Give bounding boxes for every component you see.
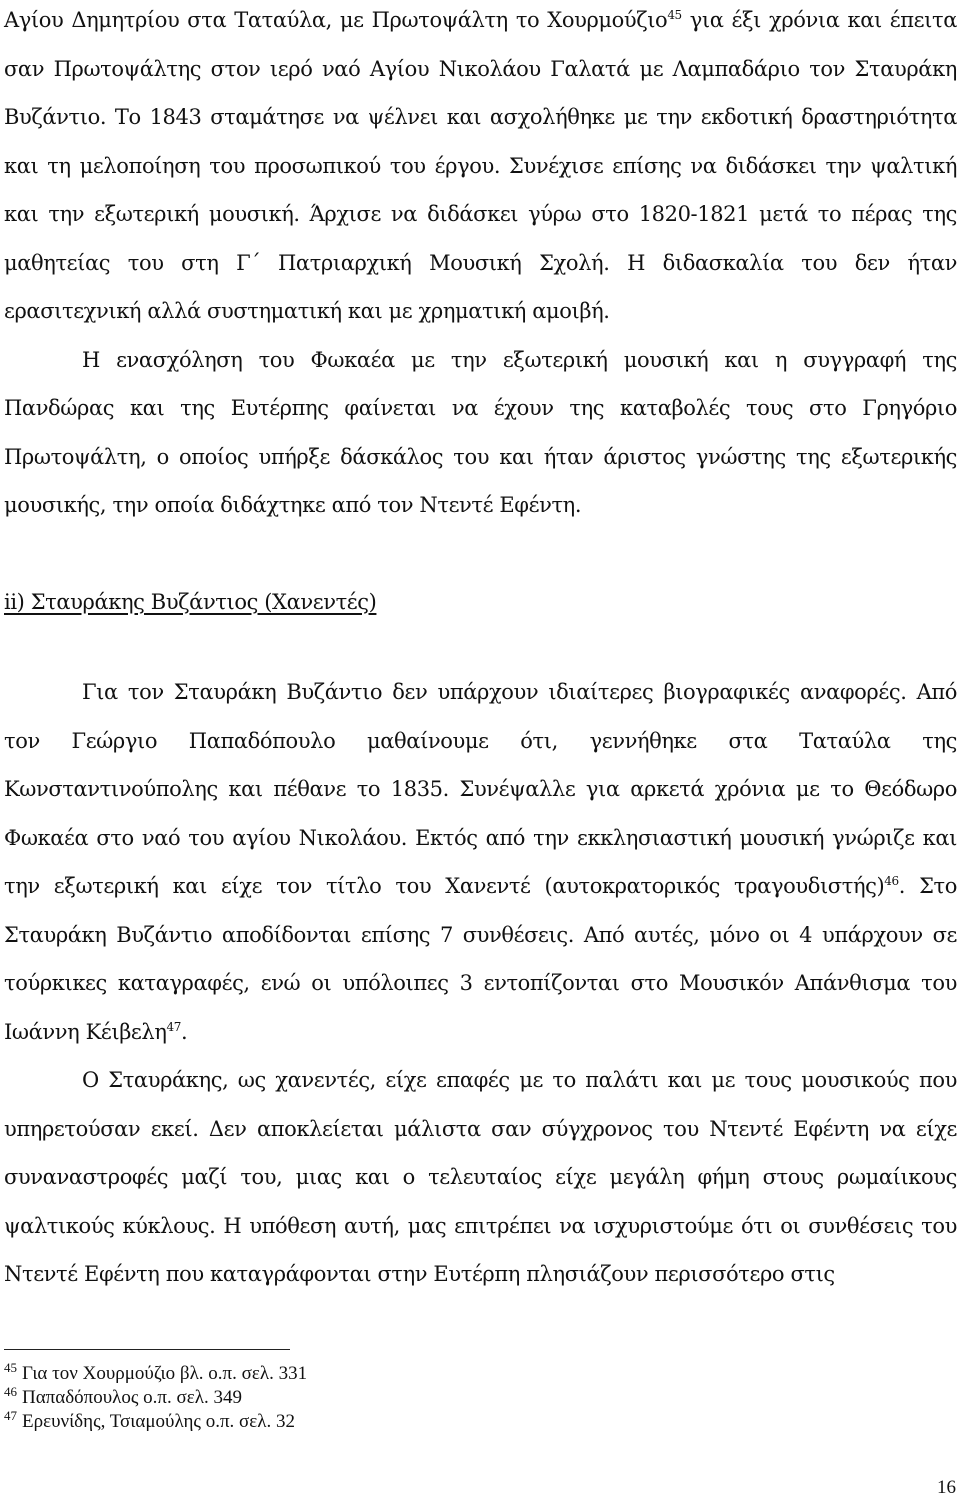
paragraph-3-text-c: . bbox=[181, 1019, 188, 1044]
footnote-47 bbox=[4, 1410, 307, 1434]
footnote-ref-46[interactable]: 46 bbox=[884, 874, 899, 888]
footnote-ref-47[interactable]: 47 bbox=[166, 1019, 181, 1034]
document-body bbox=[4, 0, 957, 1299]
footnote-text: Παπαδόπουλος ο.π. σελ. 349 bbox=[22, 1387, 242, 1408]
paragraph-1-text-a: Αγίου Δημητρίου στα Ταταύλα, με Πρωτοψάλτη το Χουρμούζιο bbox=[4, 8, 668, 32]
footnote-ref-45[interactable]: 45 bbox=[667, 8, 682, 22]
footnotes bbox=[4, 1362, 307, 1434]
paragraph-3-text-a: Για τον Σταυράκη Βυζάντιο δεν υπάρχουν ιδιαίτερες βιογραφικές αναφορές. Από τον Γεώργιο Παπαδόπουλο μαθαίνουμε ότι, γεννήθηκε στα Ταταύλα της Κωνσταντινούπολης και πέθανε το 1835. Συνέψαλλε για αρκετά χρόνια με το Θεόδωρο Φωκαέα στο ναό του αγίου Νικολάου. Εκτός από την εκκλησιαστική μουσική γνώριζε και την εξωτερική και είχε τον τίτλο του Χανεντέ (αυτοκρατορικός τραγουδιστής) bbox=[4, 680, 957, 898]
paragraph-1 bbox=[4, 0, 957, 336]
footnote-text: Ερευνίδης, Τσιαμούλης ο.π. σελ. 32 bbox=[22, 1411, 295, 1432]
footnote-number: 45 bbox=[4, 1360, 17, 1375]
paragraph-3-text-b: . Στο Σταυράκη Βυζάντιο αποδίδονται επίσης 7 συνθέσεις. Από αυτές, μόνο οι 4 υπάρχουν σε τούρκικες καταγραφές, ενώ οι υπόλοιπες 3 εντοπίζονται στο Μουσικόν Απάνθισμα του Ιωάννη Κέιβελη bbox=[4, 874, 957, 1044]
footnote-number: 46 bbox=[4, 1384, 17, 1399]
paragraph-1-text-b: για έξι χρόνια και έπειτα σαν Πρωτοψάλτης στον ιερό ναό Αγίου Νικολάου Γαλατά με Λαμπαδάριο τον Σταυράκη Βυζάντιο. Το 1843 σταμάτησε να ψέλνει και ασχολήθηκε με την εκδοτική δραστηριότητα και τη μελοποίηση του προσωπικού του έργου. Συνέχισε επίσης να διδάσκει την ψαλτική και την εξωτερική μουσική. Άρχισε να διδάσκει γύρω στο 1820-1821 μετά το πέρας της μαθητείας του στη Γ΄ Πατριαρχική Μουσική Σχολή. Η διδασκαλία του δεν ήταν ερασιτεχνική αλλά συστηματική και με χρηματική αμοιβή. bbox=[4, 8, 957, 323]
section-heading: ii) Σταυράκης Βυζάντιος (Χανεντές) bbox=[4, 589, 377, 614]
footnote-45 bbox=[4, 1362, 307, 1386]
paragraph-4: Ο Σταυράκης, ως χανεντές, είχε επαφές με το παλάτι και με τους μουσικούς που υπηρετούσαν εκεί. Δεν αποκλείεται μάλιστα σαν σύγχρονος του Ντεντέ Εφέντη να είχε συναναστροφές μαζί του, μιας και ο τελευταίος είχε μεγάλη φήμη στους ρωμαίικους ψαλτικούς κύκλους. Η υπόθεση αυτή, μας επιτρέπει να ισχυριστούμε ότι οι συνθέσεις του Ντεντέ Εφέντη που καταγράφονται στην Ευτέρπη πλησιάζουν περισσότερο στις bbox=[4, 1068, 957, 1286]
page-number: 16 bbox=[937, 1477, 956, 1498]
footnote-number: 47 bbox=[4, 1408, 17, 1423]
footnote-text: Για τον Χουρμούζιο βλ. ο.π. σελ. 331 bbox=[22, 1363, 308, 1384]
footnote-separator bbox=[4, 1349, 290, 1350]
paragraph-2: Η ενασχόληση του Φωκαέα με την εξωτερική μουσική και η συγγραφή της Πανδώρας και της Ευτέρπης φαίνεται να έχουν της καταβολές τους στο Γρηγόριο Πρωτοψάλτη, ο οποίος υπήρξε δάσκάλος του και ήταν άριστος γνώστης της εξωτερικής μουσικής, την οποία διδάχτηκε από τον Ντεντέ Εφέντη. bbox=[4, 347, 957, 517]
paragraph-3 bbox=[4, 668, 957, 1056]
footnote-46 bbox=[4, 1386, 307, 1410]
